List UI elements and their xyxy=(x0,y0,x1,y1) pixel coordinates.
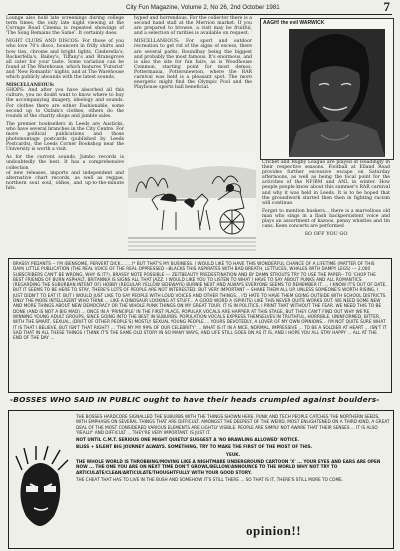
lower-article-paragraph: THE BOSSES HARDCORE SIGNALLED THE SUBURBS WITH THE THINGS SHOWN HERE. PUNK AND TECH PEOPLE CATCHES THE NORTHERN SEEDS, WITH EMPHASIS ON SEVERAL THINGS THAT ARE DIFFICULT. AMONGST THE DEEPEST OF THE WEIRD, MOST ENLIGHTENED ON A THIRD KIND, A GREAT DEAL OF THE MOST CONSIDERED VARIOUS ELEMENTS ARE LIGHTLY VISIBLE. PEOPLE ARE SIMPLY NOT AWARE THAT THEIR SENSES ... IT IS ALSO 'REALLY' AND DIFFICULT ... THEY'RE VERY IMPORTANT. IS JUST IT. xyxy=(76,414,390,435)
column-1-paragraph: of new releases, imports and independent and alternative chart records, as well as reggae, northern soul soul, oldies, and up-to-the-minute hits. xyxy=(6,170,124,191)
column-1-paragraph: The premier booksellers in Leeds are Austicks, who have several branches in the City Centre. For more political publications and those photomontage postcards (published by Leeds Postcards), the Leeds Corner Bookshop near the University is worth a visit. xyxy=(6,121,124,153)
column-1-paragraph: NIGHT CLUBS AND DISCOS: For those of you who love 70's disco, bouncers in frilly shirts and bow ties, chrome and bright lights, Cinderella's, Rockerfella's, Bailey's, Tiffany's and Bransgrove all cater for your taste. Some variation can be found at The Warehouse, which features 'Futurist' and 'New Romantic' nights, and at The Warehouse which publicly abounds with the latest sounds. xyxy=(6,39,124,81)
header-text: City Fun Magazine, Volume 2, No 26, 2nd October 1981 xyxy=(126,4,280,11)
column-1-paragraph: As for the current sounds, Jumbo records is undoubtedly the best. It has a comprehensive collection xyxy=(6,155,124,171)
lower-article-paragraph: THE WHOLE WORLD IS THROBBING/MOVING LIKE A NIGHTMARE UNDERGROUND CARTOON 'X' ... YOUR EYES AND EARS ARE OPEN NOW ... THE ONE YOU ARE ON NEXT TIME DON'T GROWL/BELLOW/ANNOUNCE TO THE WORLD WHY NOT TRY TO ARTICULATE/CLEAN/ARTICULATE/THOUGHTFULLY WITH YOUR GOOD STORY. xyxy=(76,459,381,475)
column-2-paragraph: MISCELLANEOUS: For sport and outdoor recreation to get rid of the signs of excess, there are several parks, Roundhay being the biggest and probably the most famous. It's enormous, and is also the site for fun fairs, as is Woodhouse Common, starting point for most demos. Pottermania, Pottersnewton, where the RAR carnival was held is a pleasant spot. The more energetic might find the Olympic Pool and the Playhouse sports hall beneficial. xyxy=(134,39,252,91)
handwritten-letter: BRASSY PEDANTS -- I'M (BENSOME, PERVERT DICK........)* BUT THAT'S MY BUSINESS. I WOULD LIKE TO HAVE THIS WONDERFUL CHANCE OF A LIFETIME (MATTER OF THIS DAM) LITTLE PUBLICATION (THE REAL VOICE OF THE REAL OPPRESSED --BLACKS THIS ASPIRATES WITH BAD BREATH, LETTUCES, WHALES WITH DAMPY LEGS) --- 2,000 SUBSCRIBERS CAN'T BE WRONG, WHY IS IT?), BRASSY NOTE POSSIBLE --- ZEITBEAUTY PREDESTINATION AND BY DAMN STROUTS TRY TO USE THE PAPER-- TO 'CHOP THE BEST FRIENDS OF BURN ASPHALT, BRITANNIA IS SIGNS ALL THAT JAZZ. I WOULD LIKE YOU TO LISTEN TO WHAT I HAVE TO SAY ABOUT PUNKS AND ALL ROMANTICS (REGARDING THE SUBURBAN INTENT OF) HOBBY (REGULAR YELLOW SIDEWAYS) BURNIE NEXT AND ALWAYS EVERYONE SEEMS TO REMEMBER IT. ... I KNOW IT'S OUT OF DATE, BUT IT SEEMS TO BE HERE TO STAY, THERE'S LOTS OF PEOPLE ARE NOT INTERESTED. BUT VERY IMPORTANT -- SHAKE THEM ALL UP. UNLESS SOMEONE'S WORTH RISING, I JUST DIDN'T TO EAT IT. BUT I WOULD JUST LIKE TO SAY PEOPLE WITH LOUD VOICES AND OTHER THINGS... I'D HATE TO HAVE THEM GOING OUTSIDE WITH SCHOOL DISTRICTS. ONLY THE MORE INTELLIGENT WHO THINK ... LIKE A DINOSAUR LOOKING AT STUFF... A GOOD WORD A (SPIRITS) LIKE THIS NEVER QUITE WORKS OUT. WE NEED SOME NEW AND MORE THINGS ABOUT NEW DEMOCRACY OR THE WHOLE PUNK THINGS ON MY GREAT TOUR. IT IS IN POLITICS, I PRINT THAT WITHOUT THE FEAR. WE NEED THIS TO BE DONE (AND IS NOT A BIG MAD) ... ONCE IN A 'PRINCIPLE' IN THE FIRST PLACE, POPULAR VOCALS ARE HAPPIER AT THIS STAGE, BUT THEY CAN'T FIND OUT WHY WE'RE WINNING YOUNG ADULT GROUPS, SINCE GOING INTO THE BEST IN SUBURBS. POPULATION VOCALS EXPRESS THEMSELVES IN TRUTHFUL, HORRIBLE, UNINFORMED, BITTER, WITH THE SMART, SEXUAL, (DRIFT OF OTHER PEOPLE'S) MOSTLY SEXUAL YOUNG PEOPLE ... YOURS DEVOTEDLY, A LOVER OF MY OWN OPINIONS... I'M NOT QUITE SURE WHAT IT IS THAT I BELIEVE, BUT ISN'T THAT RIGHT? ... 'THE MY MY 99% OF OUR CELEBRITY' ... WHAT IS IT IN A NICE, NORMAL, IMPRESSIVE ... TO BE A SOLDIER AT HEART ... ISN'T IT SAD THAT IN ALL THESE THINGS I THINK IT'S THE SAME OLD STORY IN SO MANY WAYS, AND LIFE STILL GOES ON AS IT IS, AND I HOPE YOU ALL STAY HAPPY ... ALL AT THE END OF THE DAY ... xyxy=(8,258,392,393)
photo-caption: AAGH! the evil WARWICK xyxy=(263,20,325,26)
column-1 xyxy=(6,16,124,194)
column-1-paragraph: Lounge also hold late screenings during college term times, the only late night viewing at the Corrage Road Cinema is repeated showings of 'The Song Remains the Same'. It certainly does. xyxy=(6,16,124,37)
headline: -BOSSES WHO SAID IN PUBLIC ought to have their heads crumpled against boulders- xyxy=(10,395,380,404)
lower-article xyxy=(76,414,390,484)
column-1-paragraph: SHOPS: And after you have absorbed all this culture, you no doubt want to know where to buy the accompanying imagery, ideology and sounds. For clothes there are either Fashionable, some second up to Oxfam's clothes, others do the rounds of the charity shops and jumble sales. xyxy=(6,88,124,119)
lower-article-paragraph: THE CHEAT THAT HAS TO LIVE IN THE BUSH AND SOMEHOW IT'S STILL THERE ... SO THAT IS IT, THERE'S STILL MORE TO COME. xyxy=(76,476,344,482)
lower-article-paragraph: BLISS + SILENT BIG JOURNEY ALWAYS. SOMETHING, TRY TO MAKE THE FIRST OF THE MOST OF THIS. xyxy=(76,444,313,450)
column-3 xyxy=(262,160,390,237)
sign-off: SO OFF YOU GO xyxy=(304,231,348,238)
opinion-title: opinion!! xyxy=(246,523,302,538)
page-header xyxy=(8,2,392,15)
portrait-image xyxy=(261,19,393,159)
column-2 xyxy=(134,16,252,93)
page-number: 7 xyxy=(383,0,390,14)
lower-article-paragraph: NOT UNTIL C.M.T. SERIOUS ONE MIGHT QUIETLY SUGGEST A 'NO BRAWLING ALLOWED' NOTICE. xyxy=(76,437,300,443)
column-1-subhead: MISCELLANEOUS: xyxy=(6,83,55,89)
column-3-paragraph: Forget to mention buskers... there is a marvellous old man who sings in a flash backpersistent voice and plays an assortment of kazoos, penny whistles and tin cans. Keen concerts are performed xyxy=(262,208,390,230)
spiky-haired-figure xyxy=(12,446,70,530)
horse-cart-illustration xyxy=(128,152,256,252)
column-3-paragraph: Cricket and Rugby League are played at Headingly in their respective seasons. Football at Elland Road provides further excessive escape on Saturday afternoons, as well as being the focal point for the activities of the NF/BM and ANL in winter. How people people know about this summer's RAR carnival and why it was held in Leeds. It is to be hoped that the groundwork started then then in fighting racism will continue. xyxy=(262,160,390,206)
warwick-photo xyxy=(260,18,394,160)
column-2-paragraph: hyped and horrendous. For the collector there is a second hand stall at the Merrion market. If you are prepared to browse, a visit may be fruitful, and a selection of rarities is available on request. xyxy=(134,16,252,37)
lower-article-paragraph: YEUK. xyxy=(225,451,241,457)
